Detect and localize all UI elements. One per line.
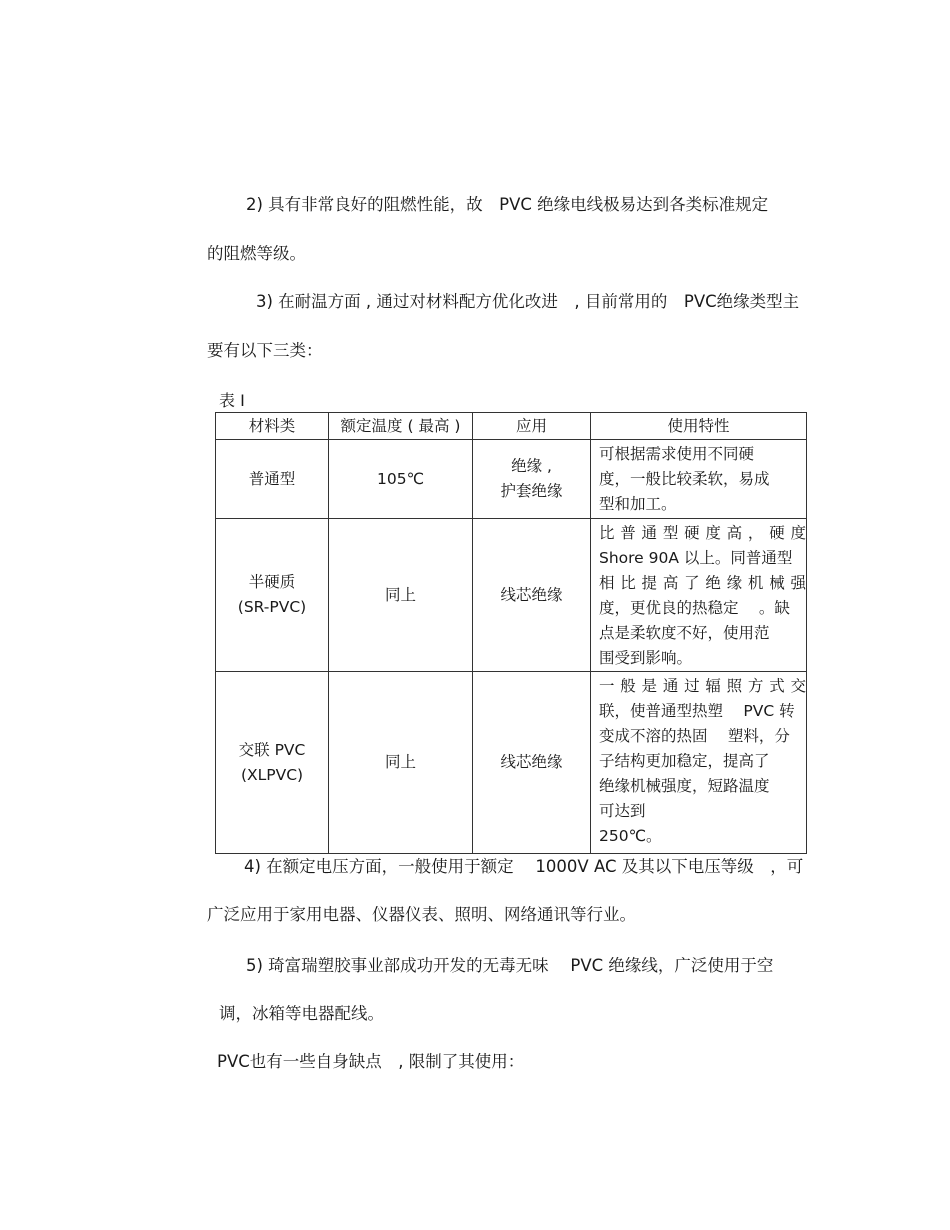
features-cell: 一般是通过辐照方式交 联，使普通型热塑 PVC 转 变成不溶的热固 塑料，分 子结构更加稳定，提高了 绝缘机械强度，短路温度 可达到 250℃。 (591, 672, 807, 854)
temp-cell: 同上 (329, 672, 473, 854)
para-3-line-2: 要有以下三类： (207, 341, 323, 360)
table-row (216, 440, 807, 519)
table-row (216, 519, 807, 672)
application-cell: 线芯绝缘 (473, 672, 591, 854)
header-rated-temp: 额定温度 ( 最高 ) (329, 413, 473, 440)
header-features: 使用特性 (591, 413, 807, 440)
temp-cell: 同上 (329, 519, 473, 672)
features-cell: 可根据需求使用不同硬 度，一般比较柔软，易成 型和加工。 (591, 440, 807, 519)
table-header-row (216, 413, 807, 440)
para-4-line-1: 4) 在额定电压方面，一般使用于额定 1000V AC 及其以下电压等级 ，可 (244, 857, 804, 876)
header-application: 应用 (473, 413, 591, 440)
para-6-line-1: PVC也有一些自身缺点 , 限制了其使用： (217, 1052, 525, 1071)
header-material: 材料类 (216, 413, 329, 440)
features-cell: 比普通型硬度高，硬度 Shore 90A 以上。同普通型 相比提高了绝缘机械强 度，更优良的热稳定 。缺 点是柔软度不好，使用范 围受到影响。 (591, 519, 807, 672)
application-cell: 线芯绝缘 (473, 519, 591, 672)
table-caption: 表 I (219, 391, 245, 410)
material-cell: 半硬质 (SR-PVC) (216, 519, 329, 672)
para-2-line-2: 的阻燃等级。 (207, 244, 306, 263)
para-5-line-1: 5) 琦富瑞塑胶事业部成功开发的无毒无味 PVC 绝缘线，广泛使用于空 (246, 956, 774, 975)
para-5-line-2: 调，冰箱等电器配线。 (219, 1004, 384, 1023)
pvc-types-table (215, 412, 807, 854)
temp-cell: 105℃ (329, 440, 473, 519)
para-4-line-2: 广泛应用于家用电器、仪器仪表、照明、网络通讯等行业。 (207, 905, 636, 924)
application-cell: 绝缘 , 护套绝缘 (473, 440, 591, 519)
material-cell: 普通型 (216, 440, 329, 519)
para-2-line-1: 2) 具有非常良好的阻燃性能，故 PVC 绝缘电线极易达到各类标准规定 (246, 195, 769, 214)
table-row (216, 672, 807, 854)
material-cell: 交联 PVC (XLPVC) (216, 672, 329, 854)
para-3-line-1: 3) 在耐温方面 , 通过对材料配方优化改进 , 目前常用的 PVC绝缘类型主 (256, 292, 800, 311)
